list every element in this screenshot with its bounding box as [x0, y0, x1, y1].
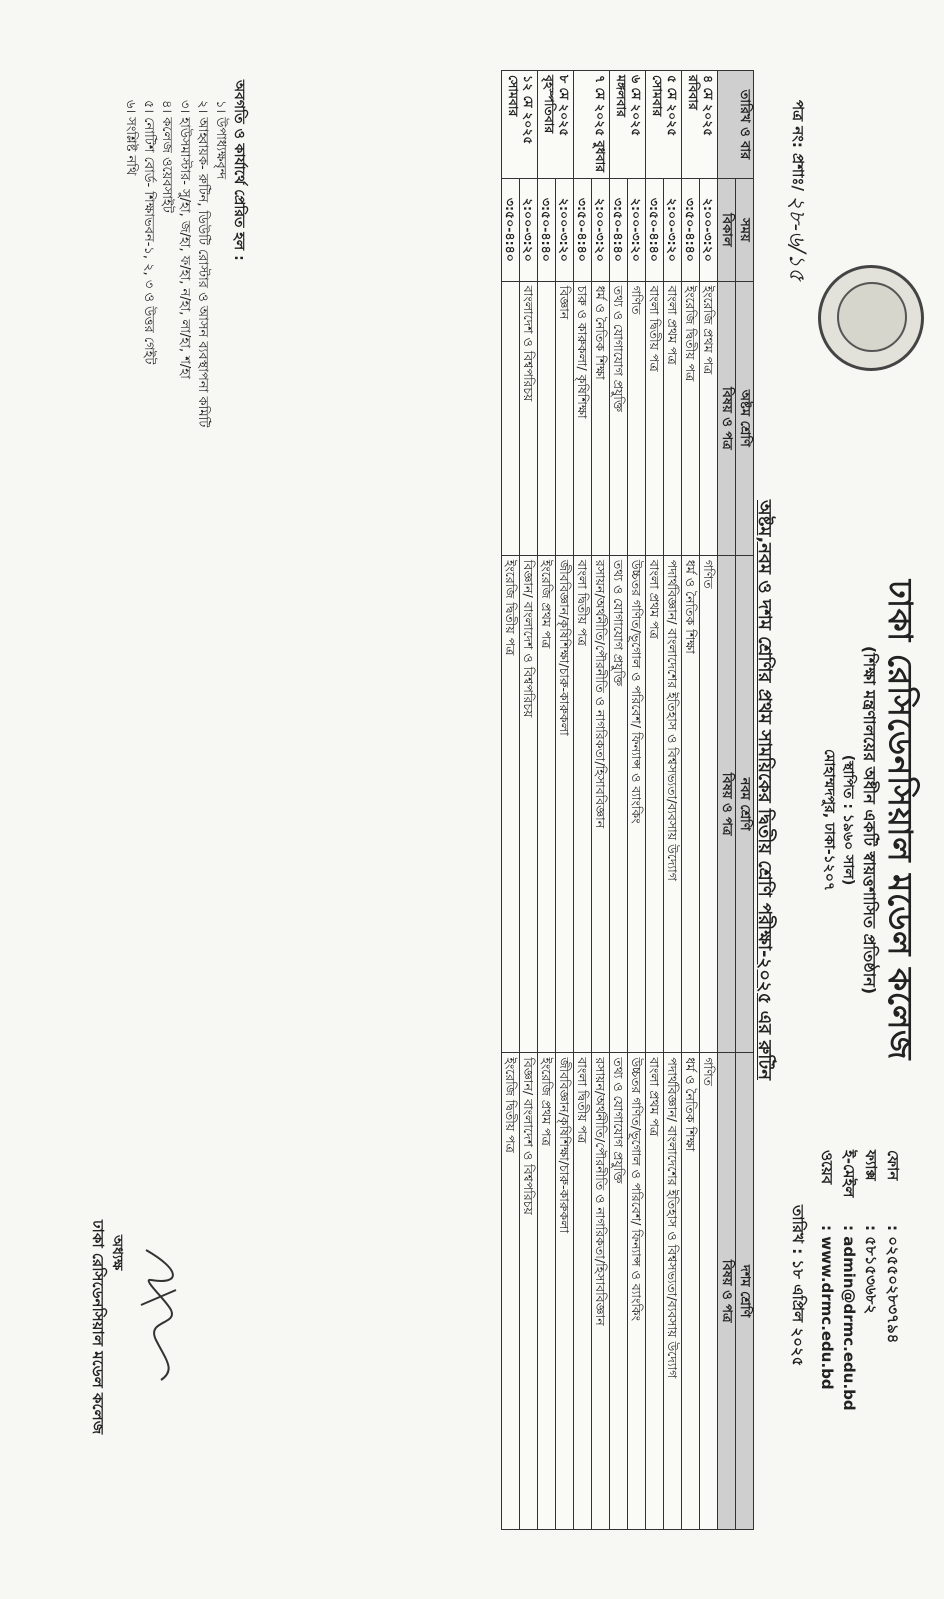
table-row [610, 71, 628, 1530]
header-subject-8: বিষয় ও পত্র [718, 281, 736, 555]
header-class8: অষ্টম শ্রেণি [736, 281, 754, 555]
contact-email: ই-মেইল : admin@drmc.edu.bd [840, 1150, 858, 1411]
cell-class8: বাংলাদেশ ও বিশ্বপরিচয় [520, 281, 538, 555]
header-date: তারিখ ও বার [718, 71, 754, 179]
table-row [520, 71, 538, 1530]
college-established: (স্থাপিত : ১৯৬০ সাল) [840, 754, 856, 886]
cell-class9: উচ্চতর গণিত/ভূগোল ও পরিবেশ/ ফিন্যান্স ও ব্যাংকিং [628, 555, 646, 1052]
table-row [574, 71, 592, 1530]
logo-emblem-icon [837, 282, 907, 352]
signature-name: ঢাকা রেসিডেনসিয়াল মডেল কলেজ [89, 1220, 107, 1435]
college-subtitle: (শিক্ষা মন্ত্রণালয়ের অধীন একটি স্বায়ত্তশাসিত প্রতিষ্ঠান) [860, 645, 879, 995]
cell-date: ১২ মে ২০২৫ সোমবার [502, 71, 538, 179]
cell-time: ২:০০-৩:২০ [556, 178, 574, 281]
cell-time: ৩:৫০-৪:৪০ [610, 178, 628, 281]
table-row [538, 71, 556, 1530]
cell-time: ২:০০-৩:২০ [700, 178, 718, 281]
notes-item: ২। আহ্বায়ক- রুটিন, ডিউটি রোস্টার ও আসন ব্যবস্থাপনা কমিটি [195, 100, 210, 428]
cell-class9: বাংলা প্রথম পত্র [646, 555, 664, 1052]
notes-list [121, 100, 229, 427]
notes-item: ১। উপাধ্যক্ষবৃন্দ [213, 100, 228, 180]
table-row [682, 71, 700, 1530]
notes-item: ৬। সংশ্লিষ্ট নথি [123, 100, 138, 176]
cell-class9: বাংলা দ্বিতীয় পত্র [574, 555, 592, 1052]
cell-class9: পদার্থবিজ্ঞান/ বাংলাদেশের ইতিহাস ও বিশ্বসভ্যতা/ব্যবসায় উদ্যোগ [664, 555, 682, 1052]
signature-role: অধ্যক্ষ [109, 1235, 125, 1271]
table-subheader-row [718, 71, 736, 1530]
table-row [700, 71, 718, 1530]
routine-title: অষ্টম,নবম ও দশম শ্রেণির প্রথম সাময়িকের দ্বিতীয় শ্রেণি পরীক্ষা-২০২৫ এর রুটিন [754, 500, 775, 1080]
college-logo-icon [818, 265, 924, 371]
cell-date: ৭ মে ২০২৫ বুধবার [574, 71, 610, 179]
cell-time: ২:০০-৩:২০ [628, 178, 646, 281]
header-time: সময় [736, 178, 754, 281]
cell-class8: ধর্ম ও নৈতিক শিক্ষা [592, 281, 610, 555]
cell-class8: তথ্য ও যোগাযোগ প্রযুক্তি [610, 281, 628, 555]
cell-class10: উচ্চতর গণিত/ভূগোল ও পরিবেশ/ ফিন্যান্স ও ব্যাংকিং [628, 1053, 646, 1530]
table-header-row [736, 71, 754, 1530]
cell-class8 [538, 281, 556, 555]
cell-class9: বিজ্ঞান/ বাংলাদেশ ও বিশ্বপরিচয় [520, 555, 538, 1052]
table-row [592, 71, 610, 1530]
cell-class10: বাংলা প্রথম পত্র [646, 1053, 664, 1530]
cell-class10: গণিত [700, 1053, 718, 1530]
cell-class10: তথ্য ও যোগাযোগ প্রযুক্তি [610, 1053, 628, 1530]
notes-heading: অবগতি ও কার্যার্থে প্রেরিত হল : [231, 80, 247, 261]
cell-class8: ইংরেজি দ্বিতীয় পত্র [682, 281, 700, 555]
cell-class10: ধর্ম ও নৈতিক শিক্ষা [682, 1053, 700, 1530]
cell-class10: পদার্থবিজ্ঞান/ বাংলাদেশের ইতিহাস ও বিশ্বসভ্যতা/ব্যবসায় উদ্যোগ [664, 1053, 682, 1530]
table-row [556, 71, 574, 1530]
college-name: ঢাকা রেসিডেনসিয়াল মডেল কলেজ [881, 579, 920, 1061]
cell-class8: গণিত [628, 281, 646, 555]
routine-body [502, 71, 718, 1530]
cell-class9: ধর্ম ও নৈতিক শিক্ষা [682, 555, 700, 1052]
header-class10: দশম শ্রেণি [736, 1053, 754, 1530]
header-shift: বিকাল [718, 178, 736, 281]
table-row [502, 71, 520, 1530]
cell-class9: তথ্য ও যোগাযোগ প্রযুক্তি [610, 555, 628, 1052]
issue-date: তারিখ : ১৮ এপ্রিল ২০২৫ [789, 1205, 807, 1367]
notes-item: ৪। কলেজ ওয়েবসাইট [159, 100, 174, 213]
cell-class9: গণিত [700, 555, 718, 1052]
cell-date: ৮ মে ২০২৫ বৃহস্পতিবার [538, 71, 574, 179]
cell-time: ৩:৫০-৪:৪০ [538, 178, 556, 281]
cell-time: ২:০০-৩:২০ [520, 178, 538, 281]
college-address: মোহাম্মদপুর, ঢাকা-১২০৭ [821, 748, 837, 892]
cell-time: ২:০০-৩:২০ [664, 178, 682, 281]
table-row [664, 71, 682, 1530]
cell-class8 [502, 281, 520, 555]
cell-class8: চারু ও কারুকলা/ কৃষিশিক্ষা [574, 281, 592, 555]
cell-class9: ইংরেজি দ্বিতীয় পত্র [502, 555, 520, 1052]
notes-item: ৩। হাউসমাস্টার- সু/হা, জ/হা, ফ/হা, ন/হা, লা/হা, শ/হা [177, 100, 192, 379]
header-class9: নবম শ্রেণি [736, 555, 754, 1052]
cell-time: ৩:৫০-৪:৪০ [646, 178, 664, 281]
cell-class10: ইংরেজি দ্বিতীয় পত্র [502, 1053, 520, 1530]
cell-date: ৬ মে ২০২৫ মঙ্গলবার [610, 71, 646, 179]
notes-item: ৫। নোটিশ বোর্ড- শিক্ষাভবন-১, ২, ৩ ও উত্তর গেইট [141, 100, 156, 365]
cell-class10: বাংলা দ্বিতীয় পত্র [574, 1053, 592, 1530]
cell-time: ৩:৫০-৪:৪০ [574, 178, 592, 281]
table-row [646, 71, 664, 1530]
header-subject-9: বিষয় ও পত্র [718, 555, 736, 1052]
cell-class8: বাংলা প্রথম পত্র [664, 281, 682, 555]
cell-time: ২:০০-৩:২০ [592, 178, 610, 281]
cell-time: ৩:৫০-৪:৪০ [502, 178, 520, 281]
table-row [628, 71, 646, 1530]
cell-class8: ইংরেজি প্রথম পত্র [700, 281, 718, 555]
cell-class10: বিজ্ঞান/ বাংলাদেশ ও বিশ্বপরিচয় [520, 1053, 538, 1530]
cell-class10: ইংরেজি প্রথম পত্র [538, 1053, 556, 1530]
cell-class9: ইংরেজি প্রথম পত্র [538, 555, 556, 1052]
signature-icon [136, 1230, 186, 1390]
cell-class9: জীববিজ্ঞান/কৃষিশিক্ষা/চারু-কারুকলা [556, 555, 574, 1052]
cell-time: ৩:৫০-৪:৪০ [682, 178, 700, 281]
contact-web: ওয়েব : www.drmc.edu.bd [818, 1150, 836, 1390]
contact-fax: ফ্যাক্স : ৫৮১৫৩৬৮২ [862, 1150, 880, 1315]
routine-table [501, 70, 754, 1530]
memo-handwritten: ২৮-৬/১৫ [784, 195, 809, 282]
cell-class8: বাংলা দ্বিতীয় পত্র [646, 281, 664, 555]
cell-date: ৪ মে ২০২৫ রবিবার [682, 71, 718, 179]
cell-class10: জীববিজ্ঞান/কৃষিশিক্ষা/চারু-কারুকলা [556, 1053, 574, 1530]
cell-class9: রসায়ন/অর্থনীতি/পৌরনীতি ও নাগরিকতা/হিসাববিজ্ঞান [592, 555, 610, 1052]
header-subject-10: বিষয় ও পত্র [718, 1053, 736, 1530]
contact-block [816, 1150, 904, 1411]
contact-phone: ফোন : ০২৫৫০২৮৩৭৯৪ [884, 1150, 902, 1344]
cell-class8: বিজ্ঞান [556, 281, 574, 555]
cell-class10: রসায়ন/অর্থনীতি/পৌরনীতি ও নাগরিকতা/হিসাববিজ্ঞান [592, 1053, 610, 1530]
memo-number: পত্র নং: প্রশাঃ/ [789, 100, 807, 191]
cell-date: ৫ মে ২০২৫ সোমবার [646, 71, 682, 179]
